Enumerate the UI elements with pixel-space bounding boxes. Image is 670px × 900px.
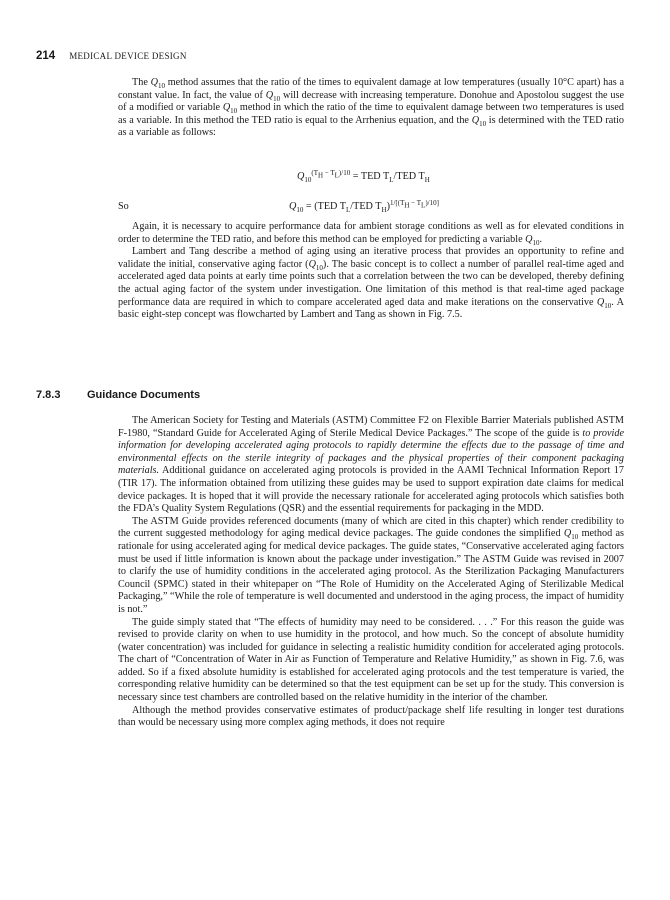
- paragraph-conservative-estimates: Although the method provides conservative estimates of product/package shelf life resulting in longer test durations than would be necessary using more complex aging methods, it does not require: [118, 704, 624, 729]
- text-block-aging-methods: [118, 221, 624, 322]
- text-block-q10-method: [118, 77, 624, 140]
- equation-1: $Q_{10}^{(T_H - T_L)/10}$ = TED $T_L$/TED $T_H$: [297, 168, 430, 185]
- equation-2: $Q_{10} = (TED$ $T_L$/TED $T_H)^{1/[(T_H - T_L)/10]}$: [289, 198, 439, 215]
- equation-2-label: So: [118, 201, 129, 212]
- paragraph-q10-intro: The $Q_{10}$ method assumes that the ratio of the times to equivalent damage at low temperatures (usually 10°C apart) has a constant value. In fact, the value of $Q_{10}$ will decrease with increasing temperature. Donohue and Apostolou suggest the use of a modified or variable $Q_{10}$ method in which the ratio of the time to equivalent damage between two temperatures is used as a variable. In this method the TED ratio is equal to the Arrhenius equation, and the $Q_{10}$ is determined with the TED ratio as a variable as follows:: [118, 77, 625, 139]
- page-number: 214: [36, 50, 56, 62]
- paragraph-lambert-tang: Lambert and Tang describe a method of aging using an iterative process that provides an opportunity to refine and validate the initial, conservative aging factor $(Q_{10})$. The basic concept is to collect a number of parallel real-time aged and accelerated aged data points at early time points such that a correlation between the two can be developed, thereby defining the actual aging factor of the system under investigation. One limitation of this method is that real-time aged package performance data are required in which to compare accelerated aged data and make iterations on the conservative $Q_{10}$. A basic eight-step concept was flowcharted by Lambert and Tang as shown in Fig. 7.5.: [118, 246, 625, 321]
- text-block-guidance: [118, 415, 624, 730]
- running-head: MEDICAL DEVICE DESIGN: [69, 51, 187, 61]
- section-title: Guidance Documents: [87, 389, 201, 401]
- paragraph-astm-guide: The ASTM Guide provides referenced documents (many of which are cited in this chapter) which render credibility to the current suggested methodology for aging medical device packages. The guide condones the simplified $Q_{10}$ method as rationale for using accelerated aging for medical device packages. The guide states, “Conservative accelerated aging factors must be used if little information is known about the package under investigation.” The ASTM Guide was revised in 2007 to clarify the use of humidity conditions in the accelerated aging protocol. As the Sterilization Packaging Manufacturers Council (SPMC) stated in their whitepaper on “The Role of Humidity on the Accelerated Aging of Sterilizable Medical Packaging,” “While the role of temperature is well documented and understood in the aging process, the impact of humidity is not.”: [118, 515, 624, 615]
- paragraph-humidity: The guide simply stated that “The effects of humidity may need to be considered. . . .” For this reason the guide was revised to provide clarity on when to use humidity in the protocol, and how much. So the concept of absolute humidity (water concentration) was included for guidance in selecting a realistic humidity condition for accelerated aging protocols. The chart of “Concentration of Water in Air as Function of Temperature and Relative Humidity,” as shown in Fig. 7.6, was added. So if a fixed absolute humidity is established for accelerated aging protocols and the test temperature is varied, the corresponding relative humidity can be determined so that the test equipment can be set up for the study. This conversion is necessary since test chambers are controlled based on the relative humidity in the interior of the chamber.: [118, 616, 624, 704]
- page-header: [36, 46, 187, 64]
- section-number: 7.8.3: [36, 389, 61, 401]
- section-heading: [36, 389, 200, 401]
- paragraph-ted-ratio: Again, it is necessary to acquire performance data for ambient storage conditions as well as for elevated conditions in order to determine the TED ratio, and before this method can be employed for predicting a variable $Q_{10}$.: [118, 221, 624, 247]
- paragraph-astm-committee: The American Society for Testing and Materials (ASTM) Committee F2 on Flexible Barrier Materials published ASTM F-1980, “Standard Guide for Accelerated Aging of Sterile Medical Device Packages.” The scope of the guide is to provide information for developing accelerated aging protocols to rapidly determine the effects due to the passage of time and environmental effects on the sterile integrity of packages and the physical properties of their component packaging materials. Additional guidance on accelerated aging protocols is provided in the AAMI Technical Information Report 17 (TIR 17). The information obtained from utilizing these guides may be used to support expiration date claims for medical device packages. It is hoped that it will provide the necessary rationale for accelerated aging protocols which satisfies both the FDA’s Quality System Regulations (QSR) and the essential requirements for packaging in the MDD.: [118, 415, 624, 515]
